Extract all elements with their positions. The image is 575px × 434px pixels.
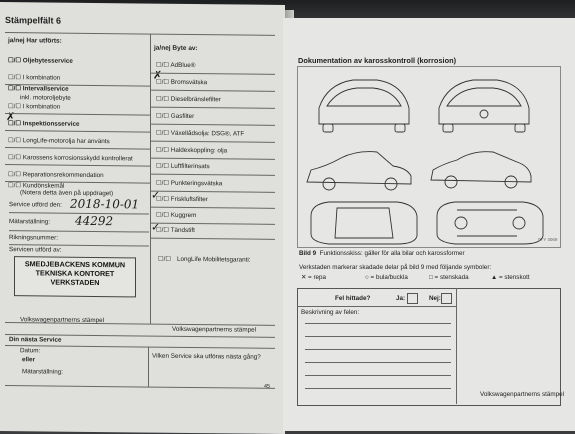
partner-stamp-left: Volkswagenpartnerns stämpel <box>20 316 105 325</box>
checkbox-pair[interactable]: ☐/☐ <box>156 112 171 120</box>
left-page <box>0 2 285 434</box>
replaced-item: ☐/☐ Tändstift <box>156 226 195 235</box>
yes-checkbox[interactable] <box>407 293 418 304</box>
replaced-item: ☐/☐ Punkteringsvätska <box>156 179 223 188</box>
service-date-value: 2018-10-01 <box>70 196 140 212</box>
check-mark: ✗ <box>153 68 163 82</box>
checkbox-pair[interactable]: ☐/☐ <box>156 95 171 103</box>
replaced-item: ☐/☐ Luftfilterinsats <box>156 162 210 171</box>
performed-item: ☐/☐ Intervallservice <box>8 85 69 93</box>
checkbox-pair[interactable]: ☐/☐ <box>156 195 171 203</box>
checkbox-pair[interactable]: ☐/☐ <box>156 78 171 86</box>
diagram-code: 0TY 4069 <box>538 237 558 242</box>
car-diagram <box>297 66 559 246</box>
checkbox-pair[interactable]: ☐/☐ <box>156 211 171 219</box>
checkbox-pair[interactable]: ☐/☐ <box>156 61 171 69</box>
checkbox-pair[interactable]: ☐/☐ <box>8 57 23 65</box>
performed-item: ☐/☐ I kombination <box>8 103 61 111</box>
next-service-header: Din nästa Service <box>9 336 62 344</box>
performed-item: ☐/☐ Kundönskemål <box>8 182 65 190</box>
performed-item: ☐/☐ I kombination <box>8 74 61 82</box>
performed-item: inkl. motoroljebyte <box>20 94 71 102</box>
checkbox-pair[interactable]: ☐/☐ <box>8 85 23 93</box>
next-mileage-label: Mätarställning: <box>22 368 63 376</box>
checkbox-pair[interactable]: ☐/☐ <box>8 182 23 190</box>
symbol-item: ○ = bula/buckla <box>365 274 408 281</box>
replaced-item: ☐/☐ AdBlue® <box>156 61 196 70</box>
checkbox-pair[interactable]: ☐/☐ <box>8 120 23 128</box>
figure-caption: Bild 9 Funktionsskiss: gäller för alla bilar och karossformer <box>299 250 465 257</box>
symbol-item: ✕ = repa <box>301 274 327 281</box>
performed-item: ☐/☐ Inspektionsservice <box>8 120 80 128</box>
checkbox-pair[interactable]: ☐/☐ <box>8 137 23 145</box>
col2-header: ja/nej Byte av: <box>154 44 198 53</box>
symbol-item: □ = stenskada <box>429 274 469 281</box>
no-label: Nej: <box>429 295 441 302</box>
replaced-item: ☐/☐ Gasfilter <box>156 112 195 121</box>
checkbox-pair[interactable]: ☐/☐ <box>156 162 171 170</box>
doc-title: Dokumentation av karosskontroll (korrosion) <box>298 56 457 65</box>
next-date-label: Datum: <box>20 347 41 355</box>
check-mark: ✓ <box>151 188 161 202</box>
col1-header: ja/nej Har utförts: <box>8 37 62 45</box>
replaced-item: ☐/☐ Kuggrem <box>156 211 197 220</box>
no-checkbox[interactable] <box>441 293 452 304</box>
description-label: Beskrivning av felen: <box>301 309 360 316</box>
partner-stamp-right: Volkswagenpartnerns stämpel <box>172 325 257 334</box>
longlife-label: ☐/☐ LongLife Mobilitetsgaranti: <box>158 255 251 264</box>
next-which-label: Vilken Service ska utföras nästa gång? <box>152 352 261 361</box>
replaced-item: ☐/☐ Friskluftsfilter <box>156 195 208 204</box>
reg-label: Rikningsnummer: <box>9 234 58 242</box>
checkbox-pair[interactable]: ☐/☐ <box>156 146 171 154</box>
mileage-label: Mätarställning: <box>9 218 50 226</box>
performed-item: ☐/☐ LongLife-motorolja har använts <box>8 137 110 146</box>
performed-by-label: Servicen utförd av: <box>9 246 62 254</box>
partner-stamp-right-page: Volkswagenpartnerns stämpel <box>480 391 565 398</box>
mileage-value: 44292 <box>75 213 114 229</box>
replaced-item: ☐/☐ Haldexkoppling: olja <box>156 146 228 155</box>
checkbox-pair[interactable]: ☐/☐ <box>8 154 23 162</box>
checkbox-pair[interactable]: ☐/☐ <box>156 226 171 234</box>
workshop-stamp: SMEDJEBACKENS KOMMUN TEKNISKA KONTORET VERKSTADEN <box>14 256 136 297</box>
replaced-item: ☐/☐ Bromsvätska <box>156 78 208 87</box>
checkbox-pair[interactable]: ☐/☐ <box>8 74 23 82</box>
performed-item: ☐/☐ Reparationsrekommendation <box>8 171 104 180</box>
check-mark: ✓ <box>151 220 161 234</box>
replaced-item: ☐/☐ Växellådsolja: DSG®, ATF <box>156 129 245 138</box>
service-date-label: Service utförd den: <box>9 201 62 209</box>
checkbox-pair[interactable]: ☐/☐ <box>8 103 23 111</box>
instruction-text: Verkstaden markerar skadade delar på bild 9 med följande symboler: <box>299 264 492 271</box>
checkbox-pair[interactable]: ☐/☐ <box>156 179 171 187</box>
next-or-label: eller <box>22 356 35 364</box>
checkbox-pair[interactable]: ☐/☐ <box>158 255 172 263</box>
page-number: 45 <box>264 383 271 390</box>
check-mark: ✗ <box>6 110 16 124</box>
fault-label: Fel hittade? <box>335 295 371 302</box>
performed-item: ☐/☐ Karossens korrosionsskydd kontrollerat <box>8 154 133 163</box>
performed-item: (Notera detta även på uppdraget) <box>20 189 114 198</box>
yes-label: Ja: <box>396 295 406 302</box>
performed-item: ☐/☐ Oljebytesservice <box>8 57 73 65</box>
replaced-item: ☐/☐ Dieselbränslefilter <box>156 95 221 104</box>
page-title: Stämpelfält 6 <box>5 15 62 26</box>
right-page <box>283 18 575 431</box>
checkbox-pair[interactable]: ☐/☐ <box>156 129 171 137</box>
checkbox-pair[interactable]: ☐/☐ <box>8 171 23 179</box>
symbol-item: ▲ = stenskott <box>491 274 530 281</box>
